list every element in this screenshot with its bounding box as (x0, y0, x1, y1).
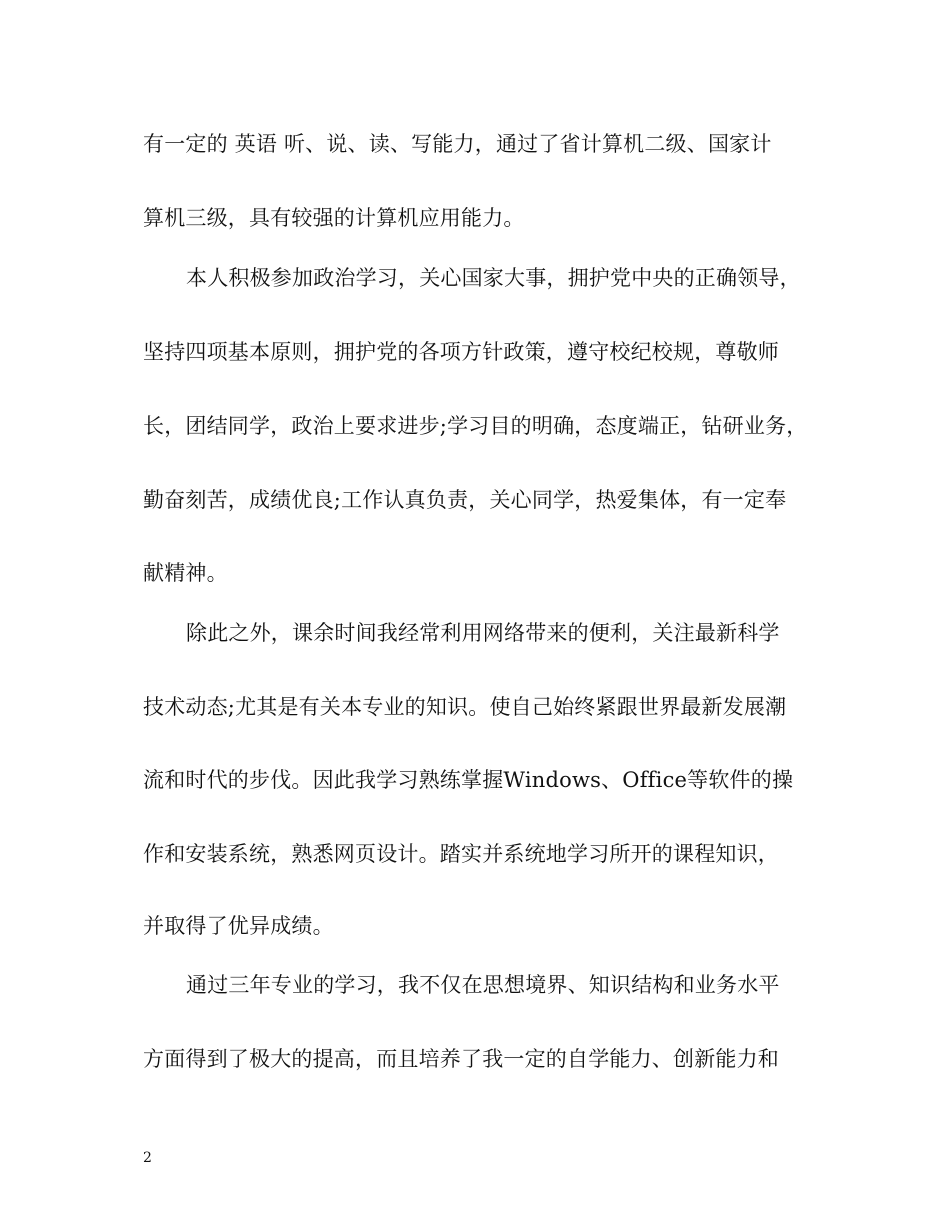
paragraph-first-line: 除此之外，课余时间我经常利用网络带来的便利，关注最新科学 (186, 621, 780, 645)
text-line: 有一定的 英语 听、说、读、写能力，通过了省计算机二级、国家计 (143, 132, 772, 156)
text-line: 献精神。 (143, 561, 228, 585)
text-line: 并取得了优异成绩。 (143, 914, 334, 938)
paragraph-first-line: 通过三年专业的学习，我不仅在思想境界、知识结构和业务水平 (186, 973, 780, 997)
text-line: 技术动态;尤其是有关本专业的知识。使自己始终紧跟世界最新发展潮 (143, 695, 787, 719)
text-line: 作和安装系统，熟悉网页设计。踏实并系统地学习所开的课程知识， (143, 842, 779, 866)
text-line: 坚持四项基本原则，拥护党的各项方针政策，遵守校纪校规，尊敬师 (143, 340, 779, 364)
paragraph-first-line: 本人积极参加政治学习，关心国家大事，拥护党中央的正确领导， (186, 266, 801, 290)
text-line: 流和时代的步伐。因此我学习熟练掌握Windows、Office等软件的操 (143, 768, 794, 792)
text-line: 算机三级，具有较强的计算机应用能力。 (143, 206, 525, 230)
text-line: 勤奋刻苦，成绩优良;工作认真负责，关心同学，热爱集体，有一定奉 (143, 488, 787, 512)
page-number: 2 (143, 1150, 152, 1166)
text-line: 方面得到了极大的提高，而且培养了我一定的自学能力、创新能力和 (143, 1047, 779, 1071)
text-line: 长，团结同学，政治上要求进步;学习目的明确，态度端正，钻研业务， (143, 414, 808, 438)
